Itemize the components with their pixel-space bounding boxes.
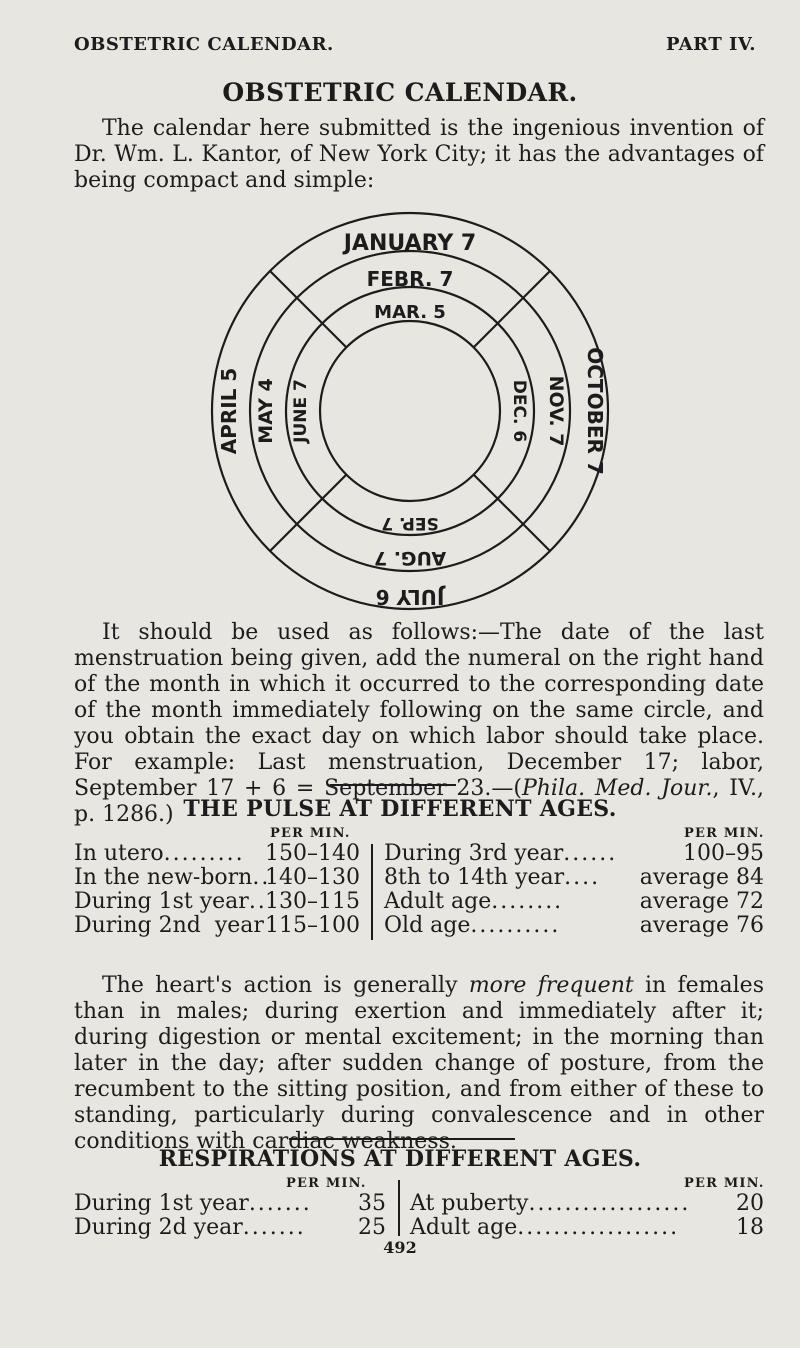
table-row [74,842,360,866]
middle-left-label: MAY 4 [255,378,277,444]
row-label: 8th to 14th year [384,865,565,890]
outer-bottom-label: JULY 6 [375,585,445,609]
pulse-right-col-header: PER MIN. [684,826,765,841]
pulse-note-after: in females than in males; during exertion and immediately after it; during digestion or mental excitement; in the morning than later in the day; after sudden change of posture, from the recumbent to the sitting position, and from either of these to standing, particularly during convalescence and in other conditions with cardiac weakness. [74,973,764,1154]
row-value: average 72 [639,889,764,914]
table-row [74,1192,386,1216]
table-row [410,1216,764,1240]
outer-left-label: APRIL 5 [217,367,241,455]
middle-right-label: NOV. 7 [545,375,567,447]
row-label: Adult age [410,1215,518,1240]
row-value: 25 [358,1215,386,1240]
row-label: During 1st year [74,1191,249,1216]
row-value: 130–115 [265,889,360,914]
row-label: Old age [384,913,471,938]
pulse-left-col-header: PER MIN. [270,826,351,841]
row-value: 18 [736,1215,764,1240]
inner-bottom-label: SEP. 7 [381,513,439,533]
row-label: In utero [74,841,164,866]
row-leader: ....... [242,1215,306,1240]
middle-bottom-label: AUG. 7 [373,547,447,569]
row-value: 100–95 [683,841,764,866]
outer-top-label: JANUARY 7 [343,231,477,256]
pulse-note-before: The heart's action is generally [102,973,469,998]
table-row [74,914,360,938]
center-circle [320,321,500,501]
pulse-left-table [74,842,360,938]
row-leader: .. [248,889,267,914]
row-value: 115–100 [265,913,360,938]
table-row [74,866,360,890]
middle-top-label: FEBR. 7 [366,267,454,291]
usage-tail: , IV., p. 1286.) [74,776,764,827]
row-value: average 76 [639,913,764,938]
row-leader: ....... [248,1191,312,1216]
row-value: 20 [736,1191,764,1216]
inner-right-label: DEC. 6 [509,379,529,443]
table-row [74,890,360,914]
table-row [410,1192,764,1216]
resp-right-table [410,1192,764,1240]
table-row [384,842,764,866]
pulse-table-divider [371,844,373,940]
row-label: At puberty [410,1191,529,1216]
row-leader: ........ [491,889,564,914]
section-divider [330,784,456,786]
row-leader: .. [252,865,271,890]
respiration-heading: RESPIRATIONS AT DIFFERENT AGES. [158,1146,642,1172]
pulse-note-emphasis: more frequent [468,973,634,998]
section-divider [289,1138,515,1140]
resp-left-col-header: PER MIN. [286,1176,367,1191]
running-head-left: OBSTETRIC CALENDAR. [74,34,334,55]
inner-top-label: MAR. 5 [374,302,446,323]
usage-text: It should be used as follows:—The date of the last menstruation being given, add the numeral on the right hand of the month in which it occurred to the corresponding date of the month immediately following on the same circle, and you obtain the exact day on which labor should take place. For example: Last menstruation, December 17; labor, September 17 + 6 = September 23.—( [74,620,764,801]
row-label: Adult age [384,889,492,914]
usage-citation: Phila. Med. Jour. [521,776,713,801]
page-number: 492 [383,1238,417,1257]
resp-table-divider [398,1180,400,1236]
row-label: During 2d year [74,1215,243,1240]
intro-paragraph: The calendar here submitted is the ingenious invention of Dr. Wm. L. Kantor, of New York City; it has the advantages of being compact and simple: [74,116,764,193]
pulse-note-paragraph [74,973,764,1155]
row-leader: .................. [517,1215,680,1240]
resp-left-table [74,1192,386,1240]
running-head-right: PART IV. [665,34,756,55]
row-leader: ...... [563,841,618,866]
row-value: 35 [358,1191,386,1216]
page-title: OBSTETRIC CALENDAR. [222,78,578,107]
row-leader: .... [564,865,601,890]
table-row [384,890,764,914]
table-row [384,866,764,890]
row-leader: .......... [470,913,561,938]
row-value: average 84 [639,865,764,890]
row-leader: ......... [163,841,245,866]
row-label: During 2nd year [74,913,264,938]
row-label: In the new-born [74,865,253,890]
table-row [74,1216,386,1240]
row-label: During 1st year [74,889,249,914]
pulse-heading: THE PULSE AT DIFFERENT AGES. [183,796,617,822]
table-row [384,914,764,938]
row-value: 150–140 [265,841,360,866]
row-leader: .................. [528,1191,691,1216]
outer-right-label: OCTOBER 7 [583,347,607,475]
row-label: During 3rd year [384,841,564,866]
inner-left-label: JUNE 7 [291,379,311,443]
resp-right-col-header: PER MIN. [684,1176,765,1191]
row-value: 140–130 [265,865,360,890]
pulse-right-table [384,842,764,938]
obstetric-calendar-diagram [200,206,620,614]
